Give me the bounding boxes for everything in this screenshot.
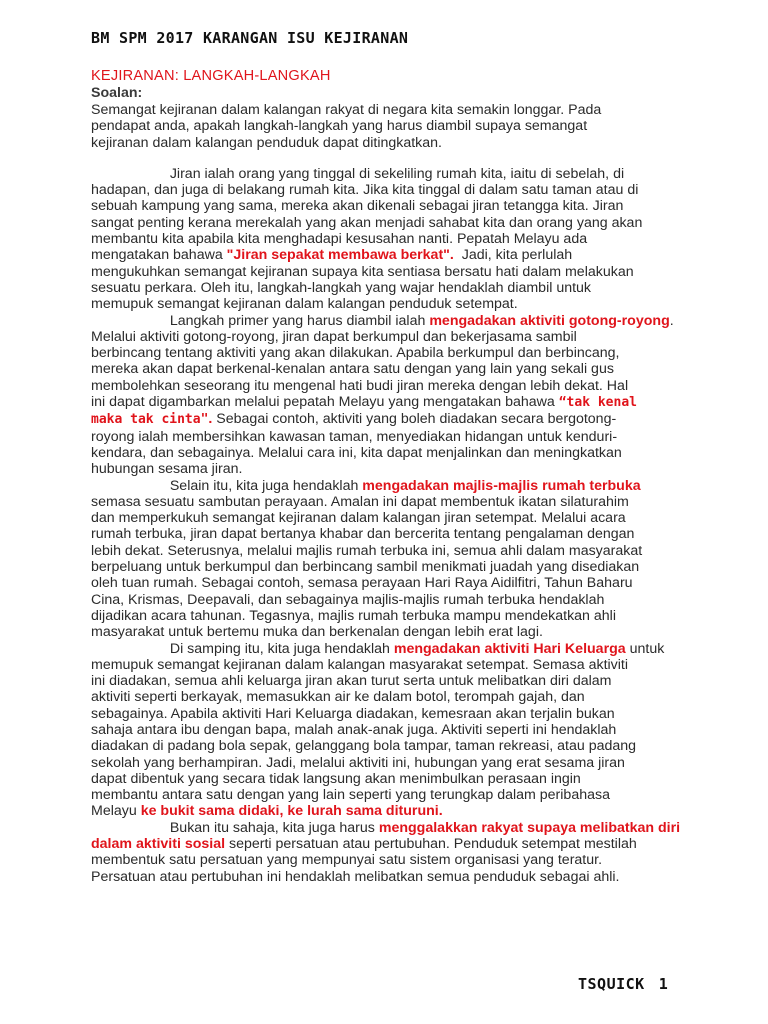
paragraph-line [91, 803, 691, 819]
paragraph-line [91, 689, 691, 705]
essay-paragraph [91, 166, 691, 313]
highlighted-phrase: menggalakkan rakyat supaya melibatkan diri [378, 819, 681, 836]
text-segment: sangat penting kerana merekalah yang akan menjadi sahabat kita dan orang yang akan [91, 214, 643, 231]
text-segment: Persatuan atau pertubuhan ini hendaklah melibatkan semua penduduk sebagai ahli. [91, 868, 620, 885]
highlighted-phrase: "Jiran sepakat membawa berkat". [226, 247, 454, 264]
text-segment: Melayu [91, 803, 141, 820]
section-title: KEJIRANAN: LANGKAH-LANGKAH [91, 68, 331, 84]
text-segment: sekolah yang berhampiran. Jadi, melalui aktiviti ini, hubungan yang erat sesama jiran [91, 754, 625, 771]
text-segment: berbincang tentang aktiviti yang akan dilakukan. Apabila berkumpul dan berbincang, [91, 345, 620, 362]
text-segment: membantu kita apabila kita menghadapi kesusahan nanti. Pepatah Melayu ada [91, 231, 588, 248]
text-segment: membantu antara satu dengan yang lain seperti yang terungkap dalam peribahasa [91, 787, 610, 804]
paragraph-line [91, 215, 691, 231]
highlighted-phrase: mengadakan aktiviti Hari Keluarga [393, 640, 626, 657]
text-segment: lebih dekat. Seterusnya, melalui majlis rumah terbuka ini, semua ahli dalam masyarakat [91, 542, 643, 559]
text-segment: masyarakat untuk bertemu muka dan berkenalan dengan lebih erat lagi. [91, 624, 543, 641]
highlighted-phrase: maka tak cinta" [91, 412, 209, 428]
paragraph-line [91, 624, 691, 640]
text-segment: Sebagai contoh, aktiviti yang boleh diadakan secara bergotong- [212, 411, 617, 428]
text-segment: hubungan sesama jiran. [91, 461, 243, 478]
paragraph-line [91, 445, 691, 461]
paragraph-line [91, 771, 691, 787]
text-segment: untuk [625, 640, 665, 657]
paragraph-line [91, 494, 691, 510]
paragraph-line [91, 852, 691, 868]
paragraph-line [91, 657, 691, 673]
paragraph-line [91, 429, 691, 445]
paragraph-line [91, 378, 691, 394]
highlighted-phrase: . [208, 411, 213, 428]
question-line: pendapat anda, apakah langkah-langkah yang harus diambil supaya semangat [91, 118, 588, 135]
text-segment: membolehkan seseorang itu mengenal hati budi jiran mereka dengan lebih dekat. Hal [91, 377, 629, 394]
text-segment: Bukan itu sahaja, kita juga harus [91, 819, 379, 836]
paragraph-line [91, 198, 691, 214]
text-segment: Jadi, kita perlulah [453, 247, 573, 264]
question-label: Soalan: [91, 85, 143, 101]
text-segment: ini dapat digambarkan melalui pepatah Melayu yang mengatakan bahawa [91, 394, 559, 411]
essay-paragraph [91, 313, 691, 478]
text-segment: dan memperkukuh semangat kejiranan dalam kalangan jiran setempat. Melalui acara [91, 510, 626, 527]
question-line: Semangat kejiranan dalam kalangan rakyat di negara kita semakin longgar. Pada [91, 102, 602, 118]
essay-paragraph [91, 641, 691, 820]
highlighted-phrase: mengadakan aktiviti gotong-royong [429, 312, 670, 329]
essay-paragraph [91, 478, 691, 641]
paragraph-line [91, 820, 691, 836]
footer-brand: TSQUICK [578, 975, 645, 993]
paragraph-line [91, 869, 691, 885]
text-segment: royong ialah membersihkan kawasan taman, menyediakan hidangan untuk kenduri- [91, 428, 618, 445]
text-segment: mengukuhkan semangat kejiranan supaya kita sentiasa bersatu hati dalam melakukan [91, 263, 634, 280]
text-segment: rumah terbuka, jiran dapat bertanya khabar dan bercerita tentang pengalaman dengan [91, 526, 635, 543]
text-segment: dijadikan acara tahunan. Tegasnya, majlis rumah terbuka mampu mendekatkan ahli [91, 607, 616, 624]
page-number: 1 [658, 975, 669, 993]
text-segment: memupuk semangat kejiranan dalam kalangan penduduk setempat. [91, 296, 518, 313]
paragraph-line [91, 329, 691, 345]
question-text [91, 102, 691, 151]
text-segment: aktiviti seperti berkayak, memasukkan air ke dalam botol, terompah gajah, dan [91, 689, 585, 706]
text-segment: mereka akan dapat berkenal-kenalan antara satu dengan yang lain yang sekali gus [91, 361, 614, 378]
paragraph-line [91, 738, 691, 754]
paragraph-line [91, 673, 691, 689]
text-segment: seperti persatuan atau pertubuhan. Penduduk setempat mestilah [225, 836, 637, 853]
paragraph-line [91, 543, 691, 559]
highlighted-phrase: mengadakan majlis-majlis rumah terbuka [362, 477, 641, 494]
paragraph-line [91, 478, 691, 494]
text-segment: Selain itu, kita juga hendaklah [91, 477, 363, 494]
text-segment: hadapan, dan juga di belakang rumah kita. Jika kita tinggal di dalam satu taman atau di [91, 182, 639, 199]
paragraph-line [91, 722, 691, 738]
text-segment: mengatakan bahawa [91, 247, 227, 264]
paragraph-line [91, 361, 691, 377]
paragraph-line [91, 461, 691, 477]
paragraph-line [91, 836, 691, 852]
essay-paragraphs [91, 166, 691, 885]
paragraph-line [91, 608, 691, 624]
text-segment: diadakan di padang bola sepak, gelanggang bola tampar, taman rekreasi, atau padang [91, 738, 637, 755]
paragraph-line [91, 411, 691, 428]
text-segment: semasa sesuatu sambutan perayaan. Amalan ini dapat membentuk ikatan silaturahim [91, 493, 629, 510]
paragraph-line [91, 264, 691, 280]
text-segment: sebagainya. Apabila aktiviti Hari Keluarga diadakan, kemesraan akan terjalin bukan [91, 705, 615, 722]
paragraph-line [91, 787, 691, 803]
paragraph-line [91, 166, 691, 182]
paragraph-line [91, 706, 691, 722]
paragraph-line [91, 592, 691, 608]
paragraph-line [91, 526, 691, 542]
paragraph-line [91, 755, 691, 771]
text-segment: Melalui aktiviti gotong-royong, jiran dapat berkumpul dan bekerjasama sambil [91, 328, 577, 345]
text-segment: Langkah primer yang harus diambil ialah [91, 312, 430, 329]
text-segment: . [669, 312, 674, 329]
paragraph-line [91, 559, 691, 575]
highlighted-phrase: ke bukit sama didaki, ke lurah sama dituruni. [140, 803, 443, 820]
paragraph-line [91, 394, 691, 411]
text-segment: sesuatu perkara. Oleh itu, langkah-langkah yang wajar hendaklah diambil untuk [91, 279, 592, 296]
text-segment: sebuah kampung yang sama, mereka akan dikenali sebagai jiran tetangga kita. Jiran [91, 198, 624, 215]
paragraph-line [91, 510, 691, 526]
text-segment: oleh tuan rumah. Sebagai contoh, semasa perayaan Hari Raya Aidilfitri, Tahun Baharu [91, 575, 633, 592]
paragraph-line [91, 231, 691, 247]
document-body [91, 67, 691, 885]
paragraph-line [91, 345, 691, 361]
paragraph-line [91, 575, 691, 591]
essay-paragraph [91, 820, 691, 885]
paragraph-line [91, 280, 691, 296]
paragraph-line [91, 313, 691, 329]
text-segment: Di samping itu, kita juga hendaklah [91, 640, 394, 657]
text-segment: berpeluang untuk berkumpul dan berbincang sambil menikmati juadah yang disediakan [91, 559, 640, 576]
paragraph-line [91, 182, 691, 198]
document-title: BM SPM 2017 KARANGAN ISU KEJIRANAN [91, 29, 409, 47]
paragraph-line [91, 296, 691, 312]
text-segment: sahaja antara ibu dengan bapa, malah anak-anak juga. Aktiviti seperti ini hendaklah [91, 721, 617, 738]
highlighted-phrase: dalam aktiviti sosial [91, 836, 226, 853]
paragraph-line [91, 247, 691, 263]
highlighted-phrase: “tak kenal [558, 395, 637, 411]
text-segment: Cina, Krismas, Deepavali, dan sebagainya majlis-majlis rumah terbuka hendaklah [91, 591, 605, 608]
text-segment: memupuk semangat kejiranan dalam kalangan masyarakat setempat. Semasa aktiviti [91, 656, 629, 673]
text-segment: Jiran ialah orang yang tinggal di sekeliling rumah kita, iaitu di sebelah, di [91, 165, 625, 182]
text-segment: ini diadakan, semua ahli keluarga jiran akan turut serta untuk melibatkan diri dalam [91, 673, 612, 690]
paragraph-line [91, 641, 691, 657]
text-segment: membentuk satu persatuan yang mempunyai satu sistem organisasi yang teratur. [91, 852, 603, 869]
question-line: kejiranan dalam kalangan penduduk dapat ditingkatkan. [91, 134, 443, 151]
text-segment: kendara, dan sebagainya. Melalui cara ini, kita dapat menjalinkan dan meningkatkan [91, 444, 622, 461]
footer [578, 975, 668, 993]
text-segment: dapat dibentuk yang secara tidak langsung akan menimbulkan perasaan ingin [91, 770, 581, 787]
